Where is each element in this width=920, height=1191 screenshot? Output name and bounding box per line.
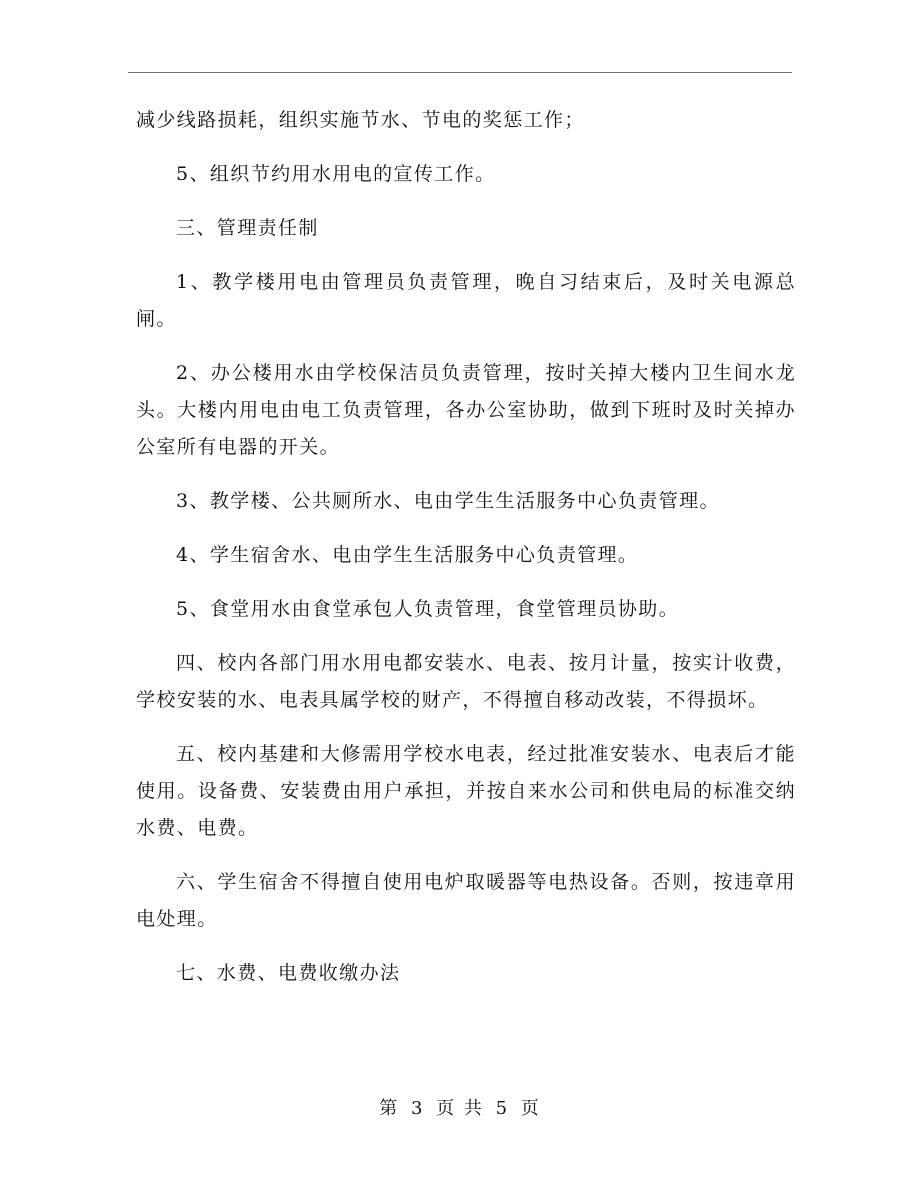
- paragraph-item-3-public-toilets: 3、教学楼、公共厕所水、电由学生生活服务中心负责管理。: [176, 490, 720, 512]
- total-pages-number: 5: [495, 1098, 510, 1119]
- paragraph-item-5-publicity: 5、组织节约用水用电的宣传工作。: [176, 163, 496, 185]
- page-footer: [0, 1097, 920, 1121]
- header-rule: [128, 72, 792, 73]
- paragraph-item-2-office-building: 2、办公楼用水由学校保洁员负责管理，按时关掉大楼内卫生间水龙头。大楼内用电由电工负责管理，各办公室协助，做到下班时及时关掉办公室所有电器的开关。: [136, 362, 796, 458]
- footer-prefix: 第: [379, 1098, 400, 1119]
- paragraph-section-6-heaters: 六、学生宿舍不得擅自使用电炉取暖器等电热设备。否则，按违章用电处理。: [136, 871, 796, 930]
- current-page-number: 3: [410, 1098, 425, 1119]
- document-body: [136, 102, 796, 1009]
- footer-suffix: 页: [520, 1098, 541, 1119]
- paragraph-item-5-canteen: 5、食堂用水由食堂承包人负责管理，食堂管理员协助。: [176, 598, 680, 620]
- section-heading-management-responsibility: 三、管理责任制: [176, 217, 319, 239]
- paragraph-item-1-teaching-building: 1、教学楼用电由管理员负责管理，晚自习结束后，及时关电源总闸。: [136, 271, 796, 330]
- paragraph-section-4-meters: 四、校内各部门用水用电都安装水、电表、按月计量，按实计收费，学校安装的水、电表具属学校的财产，不得擅自移动改装，不得损坏。: [136, 652, 796, 711]
- paragraph-continuation: 减少线路损耗，组织实施节水、节电的奖惩工作；: [136, 109, 585, 131]
- paragraph-section-5-construction: 五、校内基建和大修需用学校水电表，经过批准安装水、电表后才能使用。设备费、安装费由用户承担，并按自来水公司和供电局的标准交纳水费、电费。: [136, 743, 796, 839]
- paragraph-item-4-dormitory: 4、学生宿舍水、电由学生生活服务中心负责管理。: [176, 544, 639, 566]
- footer-middle: 页 共: [436, 1098, 484, 1119]
- section-heading-fee-collection: 七、水费、电费收缴办法: [176, 962, 401, 984]
